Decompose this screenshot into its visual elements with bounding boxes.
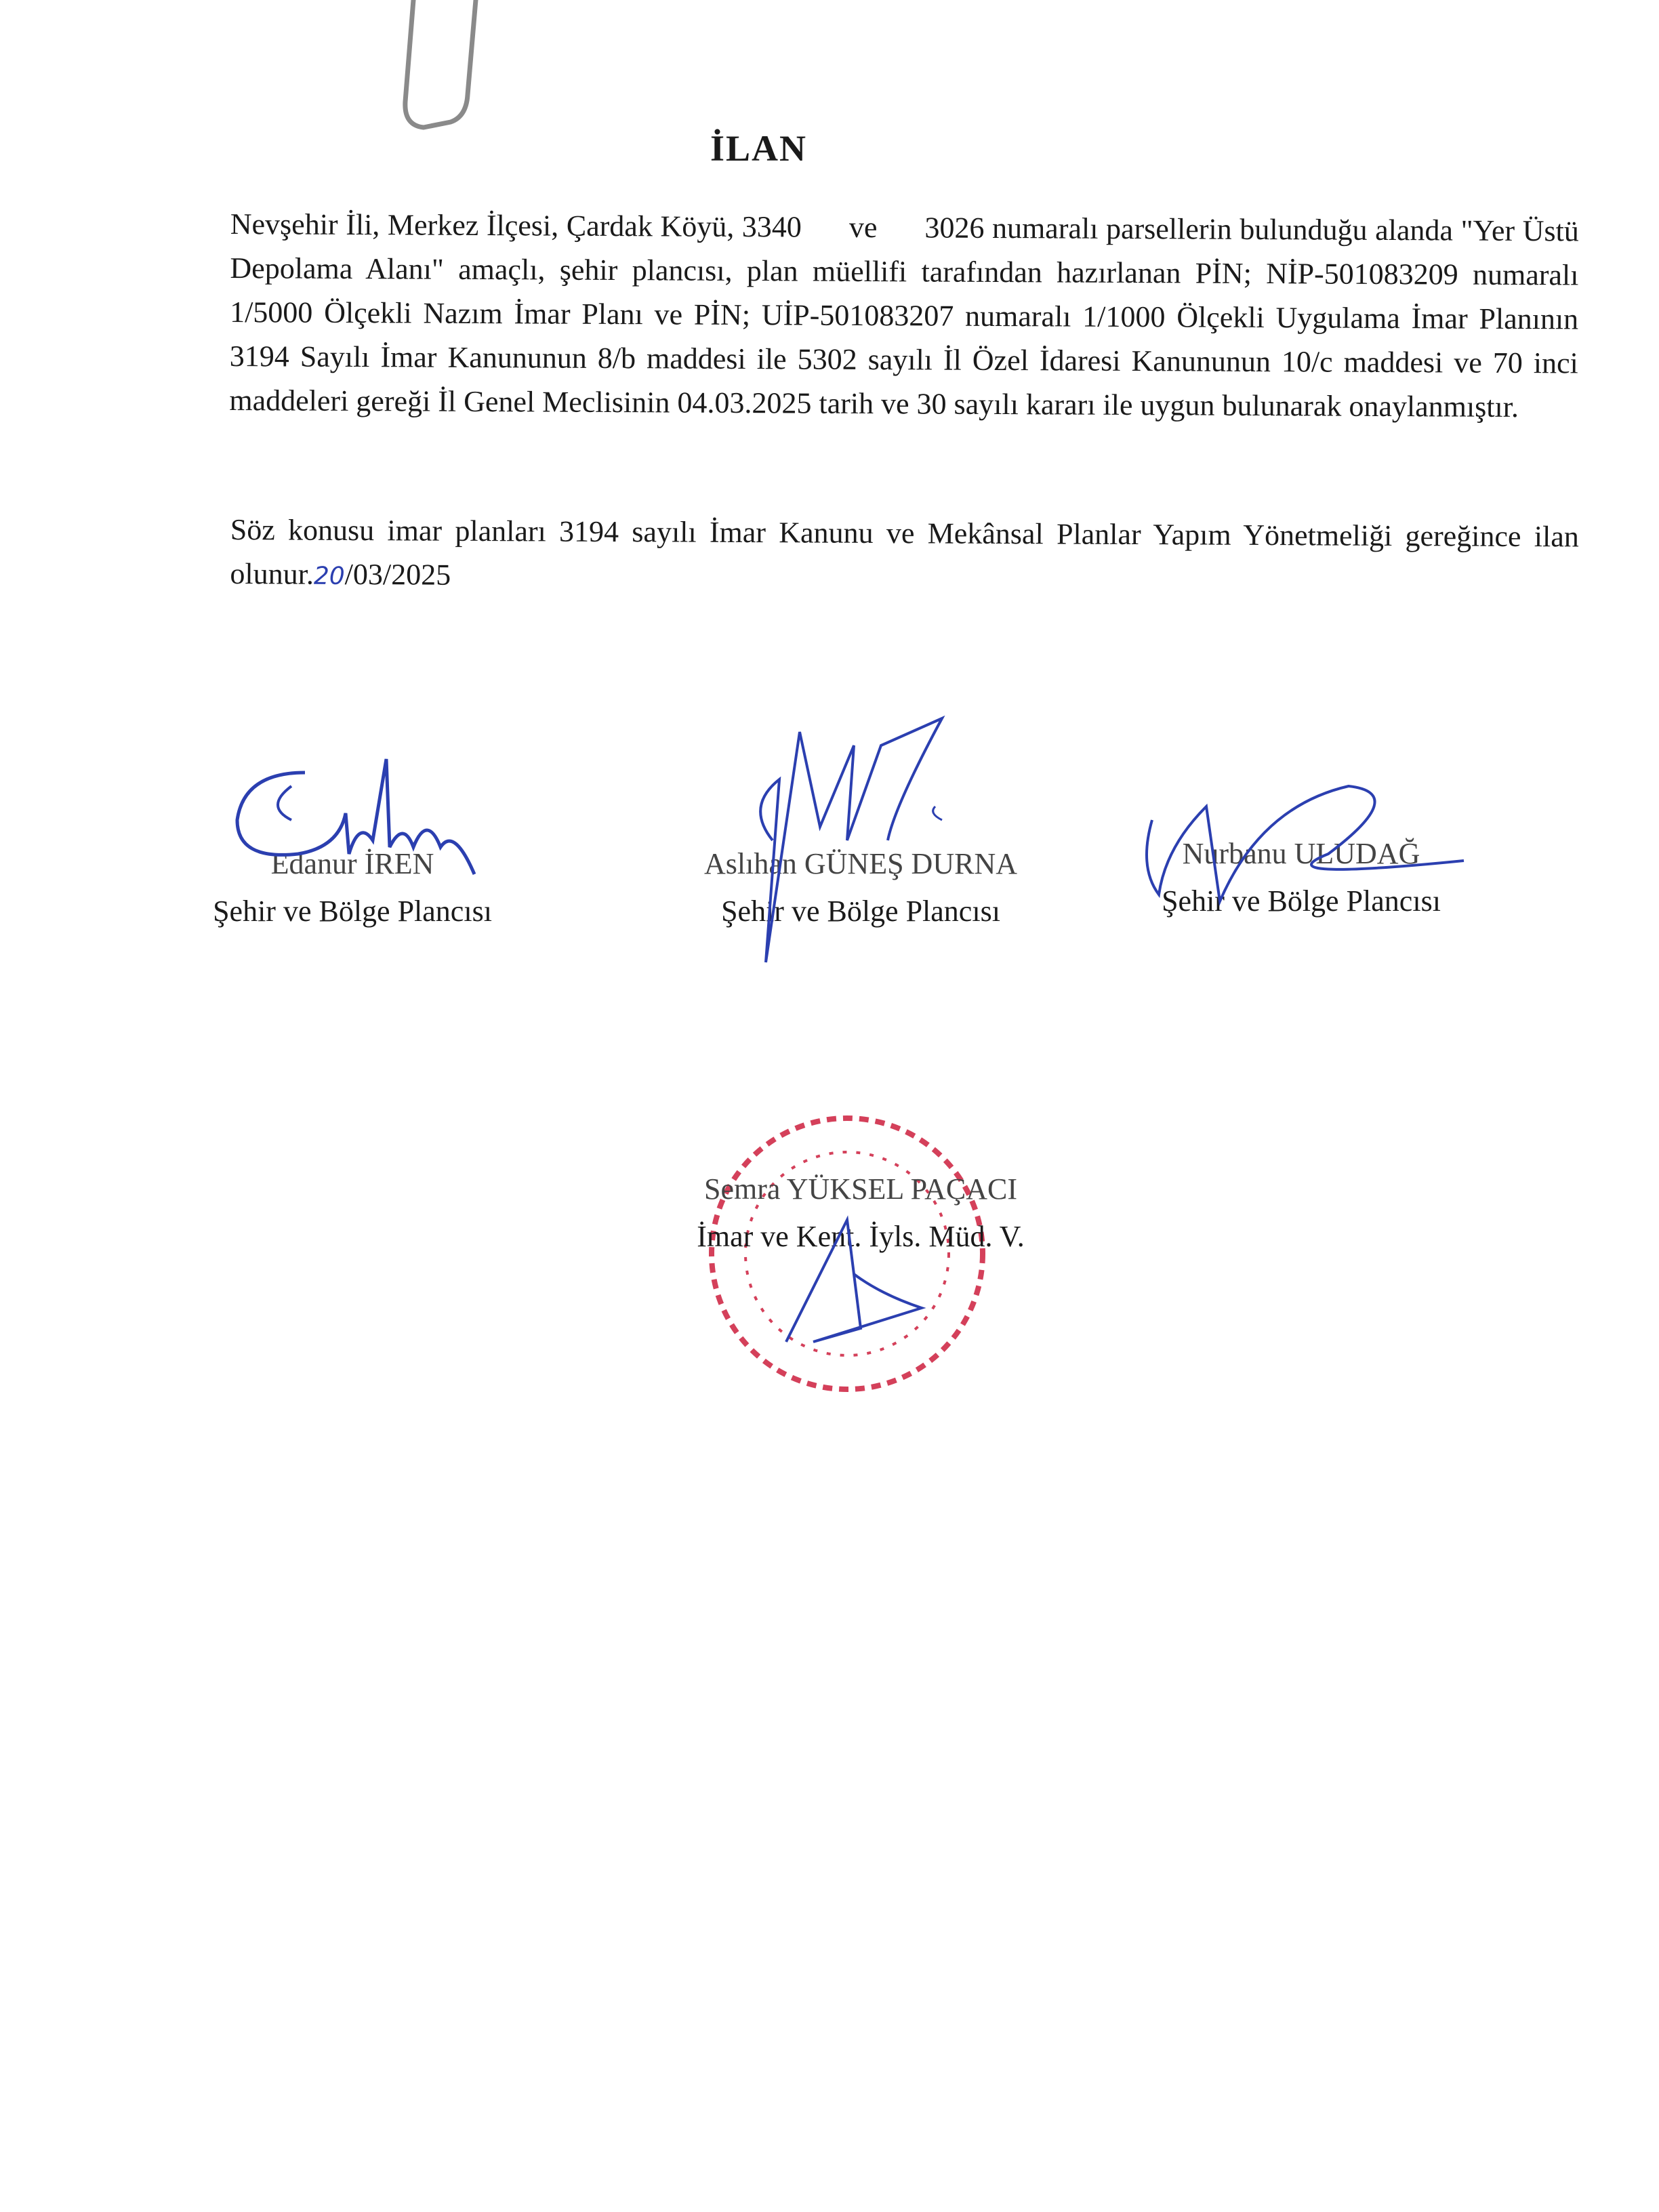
- signatory-1: [163, 840, 542, 935]
- handwritten-date-day: 20: [313, 562, 345, 590]
- signatory-4-name: Semra YÜKSEL PAÇACI: [703, 1172, 1018, 1206]
- paragraph-1-start: Nevşehir İli, Merkez İlçesi, Çardak Köyü, 3340: [230, 207, 802, 244]
- signatory-3-title: Şehir ve Bölge Plancısı: [1162, 884, 1441, 918]
- paperclip-image: [386, 0, 501, 136]
- signatory-1-name: Edanur İREN: [270, 847, 434, 880]
- date-month-year: /03/2025: [344, 557, 451, 592]
- signatory-3: [1118, 830, 1484, 925]
- paragraph-2: [93, 507, 1579, 605]
- signatory-1-title: Şehir ve Bölge Plancısı: [213, 895, 492, 928]
- signatory-2-title: Şehir ve Bölge Plancısı: [721, 895, 1000, 928]
- paragraph-1-conj: ve: [848, 210, 878, 245]
- signatory-2-name: Aslıhan GÜNEŞ DURNA: [704, 847, 1017, 880]
- paragraph-2-text: Söz konusu imar planları 3194 sayılı İmar Kanunu ve Mekânsal Planlar Yapım Yönetmeliği gereğince ilan olunur.: [230, 513, 1579, 591]
- document-title: İLAN: [710, 128, 808, 169]
- paragraph-1-rest: 3026 numaralı parsellerin bulunduğu alanda "Yer Üstü Depolama Alanı" amaçlı, şehir plancısı, plan müellifi tarafından hazırlanan PİN; NİP-501083209 numaralı 1/5000 Ölçekli Nazım İmar Planı ve PİN; UİP-501083207 numaralı 1/1000 Ölçekli Uygulama İmar Planının 3194 Sayılı İmar Kanununun 8/b maddesi ile 5302 sayılı İl Özel İdaresi Kanununun 10/c maddesi ve 70 inci maddeleri gereği İl Genel Meclisinin 04.03.2025 tarih ve 30 sayılı kararı ile uygun bulunarak onaylanmıştır.: [229, 211, 1579, 424]
- signatory-3-name: Nurbanu ULUDAĞ: [1182, 837, 1420, 870]
- paragraph-1: [92, 201, 1579, 429]
- signatory-4: [630, 1166, 1091, 1261]
- signatory-4-title: İmar ve Kent. İyls. Müd. V.: [697, 1220, 1025, 1253]
- signatory-2: [637, 840, 1084, 935]
